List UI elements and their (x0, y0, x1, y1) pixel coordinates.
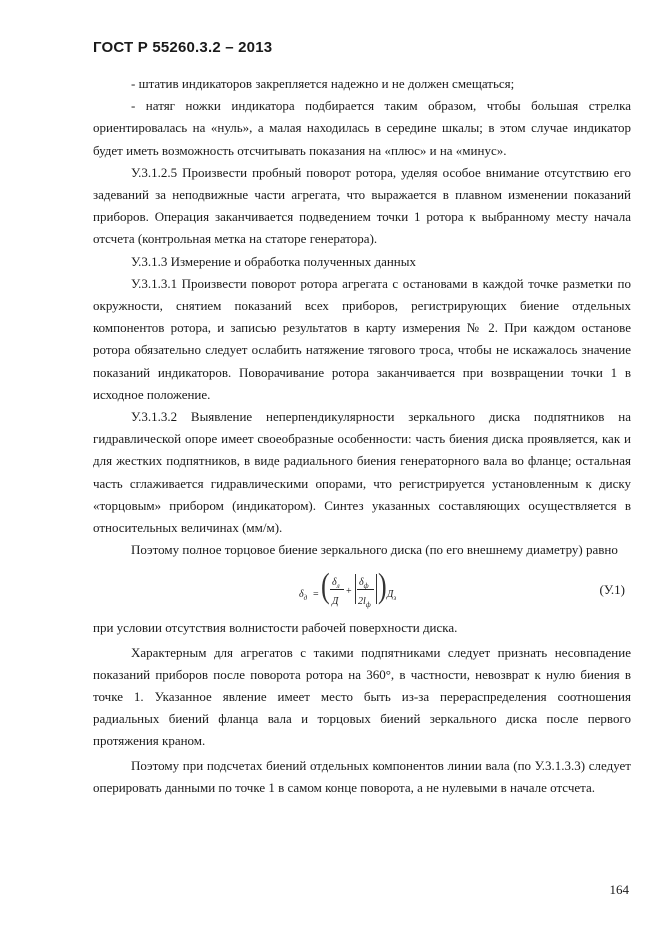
formula-factor: $Д_з$ (387, 589, 397, 603)
formula-num2: $\delta_ф$ (359, 577, 369, 591)
formula-row (93, 567, 631, 613)
formula-right-paren: ) (378, 566, 387, 606)
paragraph-indicator-tension: - натяг ножки индикатора подбирается таким образом, чтобы большая стрелка ориентировалась на «нуль», а малая находилась в середине шкалы; в этом случае индикатор будет иметь возможность отсчитывать показания на «плюс» и на «минус». (93, 98, 631, 158)
document-header: ГОСТ Р 55260.3.2 – 2013 (93, 39, 273, 56)
paragraph-runout-equals: Поэтому полное торцовое биение зеркального диска (по его внешнему диаметру) равно (131, 542, 618, 558)
paragraph-rotor-rotation: У.3.1.3.1 Произвести поворот ротора агрегата с остановами в каждой точке разметки по окружности, снятием показаний всех приборов, регистрирующих биение отдельных компонентов ротора, и записью результатов в карту измерения № 2. При каждом останове ротора обязательно следует ослабить натяжение тягового троса, чтобы не искажалось значение показаний индикаторов. Поворачивание ротора заканчивается при возвращении точки 1 в исходное положение. (93, 275, 631, 402)
formula-lhs: $\delta_д$ (299, 589, 308, 603)
formula-bar-right (376, 574, 377, 604)
paragraph-mirror-disc: У.3.1.3.2 Выявление неперпендикулярности зеркального диска подпятников на гидравлической опоре имеет своеобразные особенности: часть биения диска проявляется, как и для жестких подпятников, в виде радиального биения генераторного вала во фланце; остальная часть сглаживается гидравлическими опорами, что регистрируется установленным к диску «торцовым» прибором (индикатором). Синтез указанных составляющих осуществляется в относительных величинах (мм/м). (93, 409, 631, 536)
formula-bar-left (355, 574, 356, 604)
formula-plus: + (346, 586, 352, 598)
paragraph-tripod-fixed: - штатив индикаторов закрепляется надежно и не должен смещаться; (131, 76, 515, 91)
formula-den2: $2l_ф$ (358, 596, 371, 610)
formula-left-paren: ( (321, 566, 330, 606)
paragraph-no-waviness: при условии отсутствия волнистости рабочей поверхности диска. (93, 620, 458, 636)
paragraph-mismatch: Характерным для агрегатов с такими подпятниками следует признать несовпадение показаний приборов после поворота ротора на 360°, в частности, невозврат к нулю биения в точке 1. Указанное явление имеет место быть из-за перераспределения соотношения радиальных биений фланца вала и торцовых биений зеркального диска после первого протяжения краном. (93, 644, 631, 749)
equation-number: (У.1) (599, 582, 625, 598)
formula-fraction-line-1 (330, 589, 344, 590)
formula-den1: Д (332, 596, 339, 608)
paragraph-trial-rotation: У.3.1.2.5 Произвести пробный поворот ротора, уделяя особое внимание отсутствию его задеваний за неподвижные части агрегата, что выражается в плавном изменении показаний приборов. Операция заканчивается подведением точки 1 ротора к выбранному месту начала отсчета (контрольная метка на статоре генератора). (93, 164, 631, 247)
formula-num1: $\delta_л$ (332, 577, 340, 591)
page-number: 164 (609, 882, 629, 897)
section-heading-measurement: У.3.1.3 Измерение и обработка полученных данных (131, 253, 416, 269)
document-body (93, 73, 631, 799)
formula-fraction-line-2 (357, 589, 374, 590)
paragraph-calculation-point1: Поэтому при подсчетах биений отдельных компонентов линии вала (по У.3.1.3.3) следует оперировать данными по точке 1 в самом конце поворота, а не нулевыми в начале отсчета. (93, 757, 631, 795)
formula-equals: = (313, 589, 319, 601)
formula-y1 (299, 567, 419, 613)
